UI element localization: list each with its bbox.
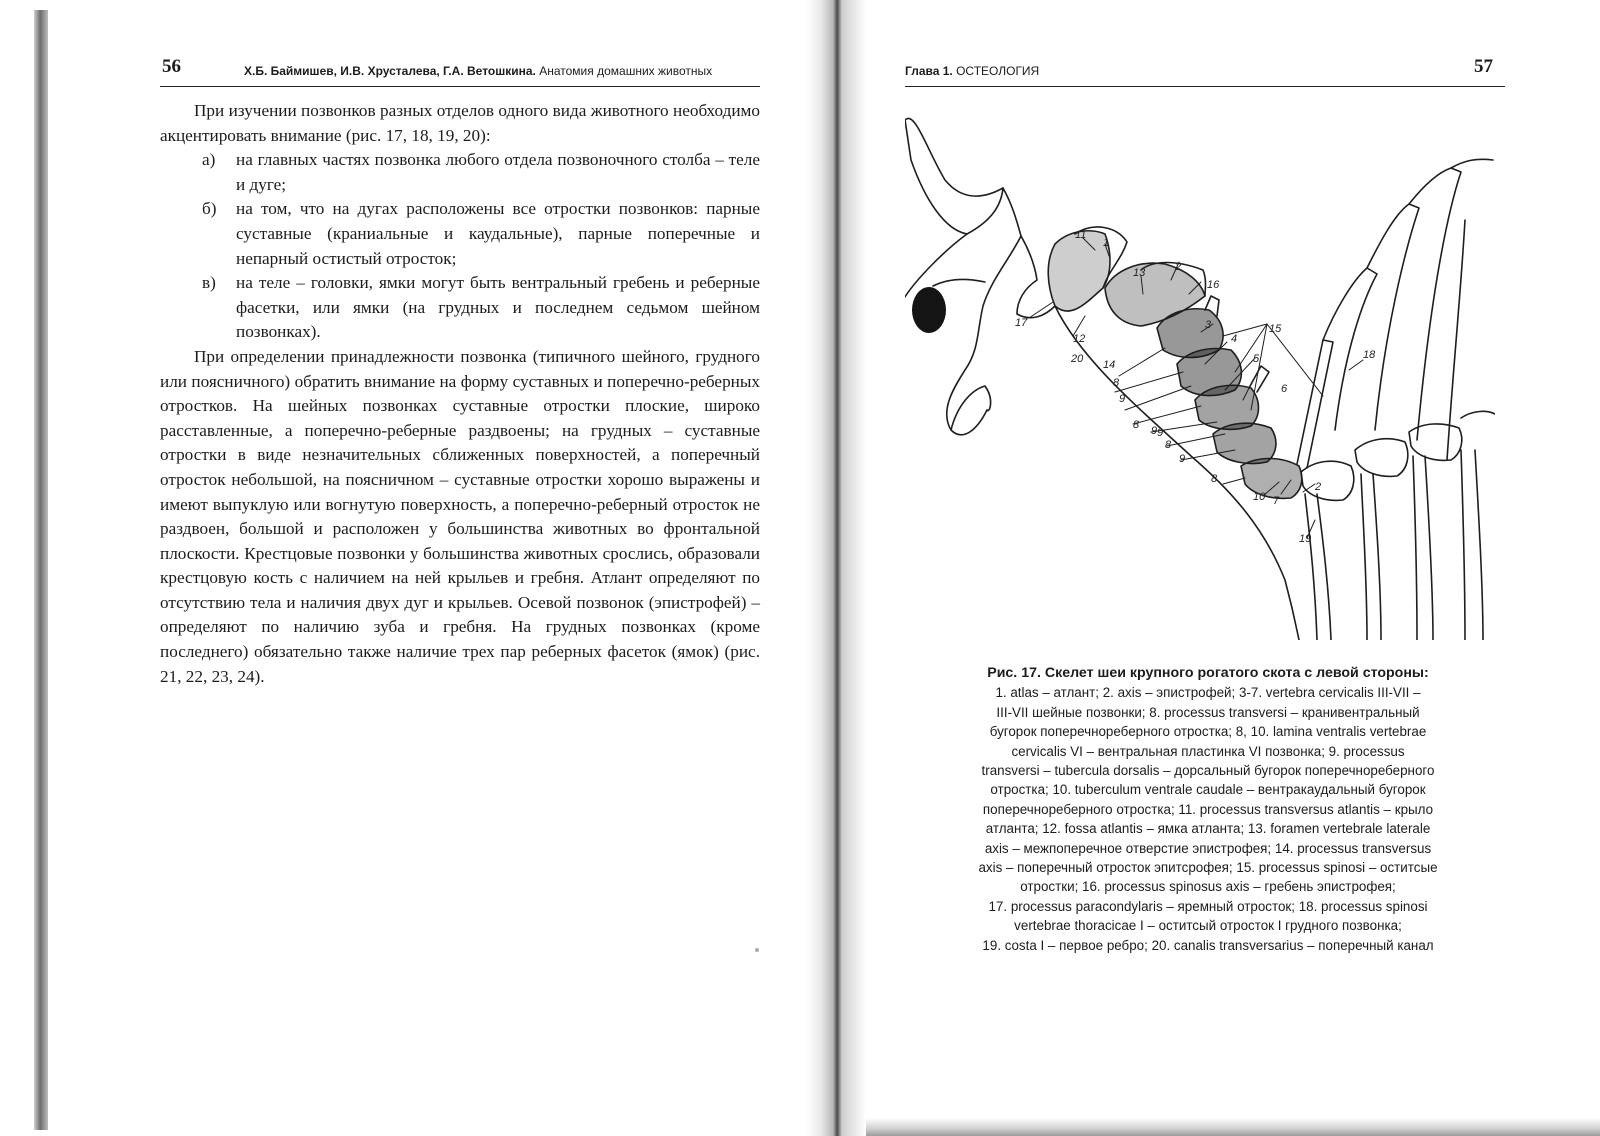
figure-label: 13 xyxy=(1133,267,1146,279)
list-item xyxy=(160,271,760,345)
figure-label: 2 xyxy=(1315,481,1322,493)
caption-line: поперечнореберного отростка; 11. processus transversus atlantis – крыло xyxy=(982,801,1434,817)
attention-list xyxy=(160,148,760,345)
left-page-header xyxy=(160,50,760,87)
caption-line: axis – поперечный отросток эпитсрофея; 15. processus spinosi – оститсые xyxy=(978,860,1438,876)
caption-line: III-VII шейные позвонки; 8. processus transversi – кранивентральный xyxy=(996,704,1420,720)
figure-label: 10 xyxy=(1253,491,1266,503)
list-marker: в) xyxy=(202,273,216,293)
figure-label: 8 xyxy=(1165,439,1172,451)
caption-line: transversi – tubercula dorsalis – дорсальный бугорок поперечнореберного xyxy=(981,763,1435,779)
running-head xyxy=(905,64,1039,78)
caption-title: Рис. 17. Скелет шеи крупного рогатого скота с левой стороны: xyxy=(987,665,1429,681)
page-bottom-shadow xyxy=(866,1118,1600,1136)
list-item-text: на том, что на дугах расположены все отростки позвонков: парные суставные (краниальные и каудальные), парные поперечные и непарный остистый отросток; xyxy=(236,199,760,268)
rib-1 xyxy=(1305,494,1331,640)
running-head-chapter: Глава 1. xyxy=(905,64,953,78)
figure-label: 18 xyxy=(1363,349,1376,361)
intro-paragraph: При изучении позвонков разных отделов одного вида животного необходимо акцентировать внимание (рис. 17, 18, 19, 20): xyxy=(160,101,760,145)
thoracic-vertebra-1 xyxy=(1301,461,1354,500)
running-head xyxy=(244,64,712,78)
running-head-title: Анатомия домашних животных xyxy=(539,64,713,78)
figure-label: 16 xyxy=(1207,279,1220,291)
caption-line: 17. processus paracondylaris – яремный отросток; 18. processus spinosi xyxy=(988,898,1428,914)
figure-label: 20 xyxy=(1071,353,1084,365)
caption-line: бугорок поперечнореберного отростка; 8, 10. lamina ventralis vertebrae xyxy=(989,724,1427,740)
left-page xyxy=(160,50,760,689)
spinous-process-c7 xyxy=(1297,340,1333,468)
figure-label: 8 xyxy=(1133,419,1140,431)
vertebra-c6 xyxy=(1213,423,1276,463)
figure-label: 1 xyxy=(1103,237,1110,249)
thoracic-vertebra-2 xyxy=(1355,439,1408,477)
orbit xyxy=(912,287,946,333)
list-item-text: на главных частях позвонка любого отдела позвоночного столба – теле и дуге; xyxy=(236,150,760,194)
figure-label: 15 xyxy=(1269,323,1282,335)
figure-label: 8 xyxy=(1113,377,1120,389)
list-marker: б) xyxy=(202,199,217,219)
running-head-title: ОСТЕОЛОГИЯ xyxy=(956,64,1040,78)
caption-line: атланта; 12. fossa atlantis – ямка атланта; 13. foramen vertebrale laterale xyxy=(985,821,1431,837)
figure-label: 17 xyxy=(1015,317,1028,329)
running-head-authors: Х.Б. Баймишев, И.В. Хрусталева, Г.А. Ветошкина. xyxy=(244,64,536,78)
vertebra-identification-paragraph: При определении принадлежности позвонка (типичного шейного, грудного или поясничного) обратить внимание на форму суставных и поперечно-реберных отростков. На шейных позвонках суставные отростки плоские, широко расставленные, а поперечно-реберные раздвоены; на грудных – суставные отростки в виде незначительных сближенных поверхностей, а поперечный отросток небольшой, на поясничном – суставные отростки хорошо выражены и имеют выпуклую или вогнутую поверхность, а поперечно-реберный отросток не раздвоен, большой и расположен у большинства животных во фронтальной плоскости. Крестцовые позвонки у большинства животных срослись, образовали крестцовую кость с наличием на ней крыльев и гребня. Атлант определяют по отсутствию тела и наличия двух дуг и крыльев. Осевой позвонок (эпистрофей) – определяют по наличию зуба и гребня. На грудных позвонках (кроме последнего) обязательно также наличие трех пар реберных фасеток (ямок) (рис. 21, 22, 23, 24). xyxy=(160,346,760,686)
horn-outline xyxy=(905,118,1003,234)
caption-line: axis – межпоперечное отверстие эпистрофея; 14. processus transversus xyxy=(984,840,1432,856)
thoracic-spine-3 xyxy=(1409,168,1461,440)
caption-line: 1. atlas – атлант; 2. axis – эпистрофей; 3-7. vertebra cervicalis III-VII – xyxy=(995,685,1421,701)
figure-label: 6 xyxy=(1281,383,1288,395)
figure-label: 12 xyxy=(1073,333,1086,345)
jaw-outline xyxy=(951,386,991,430)
caption-line: 19. costa I – первое ребро; 20. canalis transversarius – поперечный канал xyxy=(982,937,1434,953)
caption-body xyxy=(948,683,1468,955)
figure-caption xyxy=(948,664,1468,955)
rib-2 xyxy=(1361,474,1381,640)
figure-label: 4 xyxy=(1231,333,1238,345)
list-item xyxy=(160,197,760,271)
thoracic-spine-4 xyxy=(1451,159,1493,168)
figure-label: 9 xyxy=(1157,427,1164,439)
list-item-text: на теле – головки, ямки могут быть вентральный гребень и реберные фасетки, или ямки (на грудных и последнем седьмом шейном позвонках). xyxy=(236,273,760,342)
figure-label: 9 xyxy=(1119,393,1126,405)
figure-label: 11 xyxy=(1075,229,1087,241)
rib-4 xyxy=(1461,450,1483,640)
figure-label: 19 xyxy=(1299,533,1312,545)
rib-3 xyxy=(1413,456,1433,640)
figure-label: 5 xyxy=(1253,353,1260,365)
skeleton-illustration xyxy=(905,110,1495,640)
page-number: 57 xyxy=(1474,56,1493,77)
skull-inner-line xyxy=(933,279,985,286)
figure-label: 14 xyxy=(1103,359,1116,371)
left-page-body xyxy=(160,99,760,689)
figure-label: 2 xyxy=(1175,261,1182,273)
caption-line: cervicalis VI – вентральная пластинка VI позвонка; 9. processus xyxy=(1011,743,1405,759)
figure-label: 9 xyxy=(1151,425,1158,437)
caption-line: отростка; 10. tuberculum ventrale caudale – вентракаудальный бугорок xyxy=(990,782,1426,798)
book-gutter xyxy=(806,0,866,1136)
caption-line: отростки; 16. processus spinosus axis – гребень эпистрофея; xyxy=(1020,879,1396,895)
thoracic-vertebra-3 xyxy=(1409,424,1462,460)
vertebra-c7 xyxy=(1241,459,1302,499)
figure-label: 8 xyxy=(1211,473,1218,485)
thoracic-spine-2 xyxy=(1367,204,1419,430)
figure-label: 7 xyxy=(1273,495,1280,507)
cattle-neck-skeleton-figure xyxy=(905,110,1495,640)
list-marker: а) xyxy=(202,150,216,170)
thoracic-spine-5 xyxy=(1447,220,1465,460)
left-page-edge-shadow xyxy=(34,10,48,1130)
page-number: 56 xyxy=(162,56,181,77)
figure-label: 3 xyxy=(1205,319,1212,331)
atlas-outline xyxy=(1048,231,1110,311)
thoracic-vertebra-4 xyxy=(1461,411,1495,418)
scan-speck xyxy=(755,948,759,952)
figure-label: 9 xyxy=(1179,453,1186,465)
right-page xyxy=(905,50,1505,87)
caption-line: vertebrae thoracicae I – оститсый отросток I грудного позвонка; xyxy=(1014,918,1402,934)
list-item xyxy=(160,148,760,197)
right-page-header xyxy=(905,50,1505,87)
